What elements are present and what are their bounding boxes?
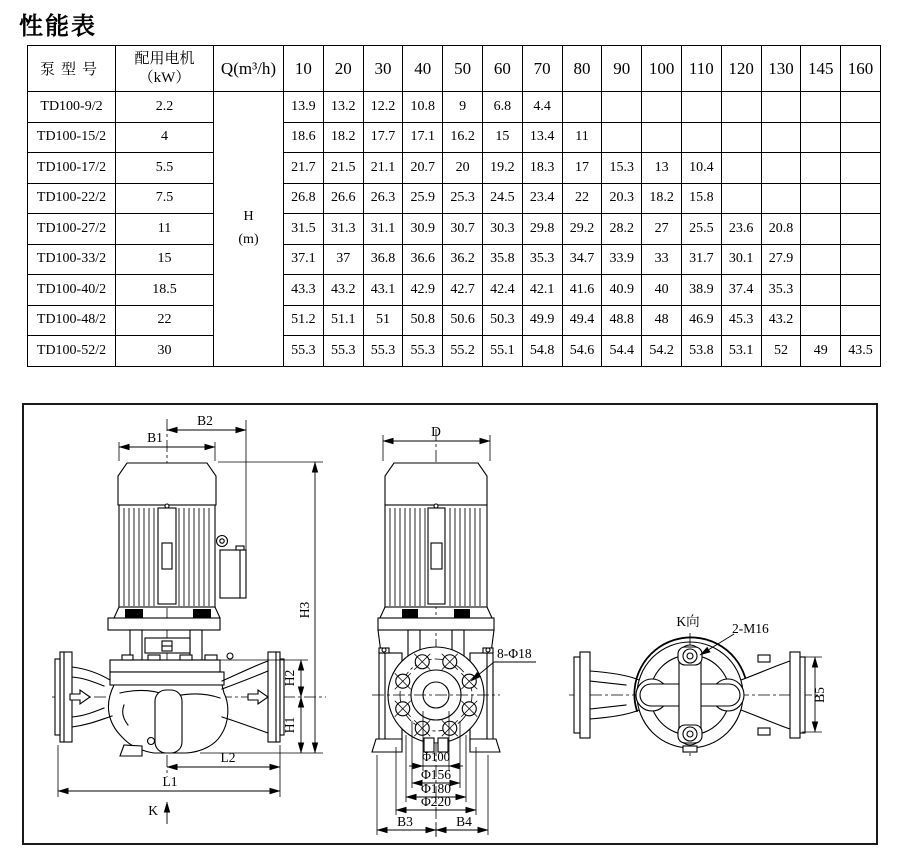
head-value-cell: 42.7 [443, 275, 483, 306]
head-value-cell: 13 [642, 153, 682, 184]
dim-label-phi156: Φ156 [420, 767, 452, 782]
motor-base-plate [108, 618, 220, 630]
head-value-cell: 35.3 [522, 244, 562, 275]
head-value-cell [642, 92, 682, 123]
dim-label-h1: H1 [282, 716, 297, 734]
head-value-cell: 51.2 [284, 305, 324, 336]
motor-power-cell: 22 [116, 305, 214, 336]
head-value-cell [801, 214, 841, 245]
head-value-cell: 30.9 [403, 214, 443, 245]
head-value-cell: 23.4 [522, 183, 562, 214]
head-value-cell: 23.6 [721, 214, 761, 245]
head-value-cell: 31.7 [681, 244, 721, 275]
head-value-cell [721, 183, 761, 214]
head-value-cell [562, 92, 602, 123]
pump-model-cell: TD100-9/2 [28, 92, 116, 123]
head-value-cell: 48 [642, 305, 682, 336]
table-row [28, 153, 881, 184]
view-direction-label-k: K [148, 803, 158, 818]
head-value-cell: 37.1 [284, 244, 324, 275]
head-value-cell: 43.1 [363, 275, 403, 306]
motor-cap [385, 463, 487, 505]
pump-model-cell: TD100-15/2 [28, 122, 116, 153]
table-row [28, 336, 881, 367]
head-value-cell: 21.1 [363, 153, 403, 184]
head-value-cell: 10.8 [403, 92, 443, 123]
flow-header-cell: 80 [562, 46, 602, 92]
head-value-cell [721, 92, 761, 123]
flow-header-cell: 20 [323, 46, 363, 92]
head-unit-line2: (m) [238, 231, 259, 247]
head-value-cell: 43.5 [841, 336, 881, 367]
head-value-cell: 42.1 [522, 275, 562, 306]
flow-header-cell: 90 [602, 46, 642, 92]
dim-label-h2: H2 [282, 669, 297, 687]
pump-model-cell: TD100-40/2 [28, 275, 116, 306]
head-value-cell: 41.6 [562, 275, 602, 306]
dim-label-l2: L2 [220, 750, 236, 765]
head-value-cell: 13.2 [323, 92, 363, 123]
head-value-cell [801, 244, 841, 275]
head-value-cell: 10.4 [681, 153, 721, 184]
head-value-cell [602, 92, 642, 123]
head-value-cell: 55.3 [323, 336, 363, 367]
head-value-cell: 29.8 [522, 214, 562, 245]
k-view-label: K向 [676, 614, 700, 629]
table-row [28, 183, 881, 214]
dim-label-h3: H3 [297, 601, 312, 619]
pump-model-cell: TD100-33/2 [28, 244, 116, 275]
head-value-cell: 30.3 [482, 214, 522, 245]
head-value-cell [642, 122, 682, 153]
head-value-cell: 43.3 [284, 275, 324, 306]
head-value-cell [841, 153, 881, 184]
flow-header-cell: 160 [841, 46, 881, 92]
table-row [28, 305, 881, 336]
head-value-cell: 37.4 [721, 275, 761, 306]
flow-header-cell: 30 [363, 46, 403, 92]
motor-power-header-line1: 配用电机 [134, 50, 195, 67]
dim-label-b4: B4 [456, 814, 472, 829]
head-value-cell: 36.8 [363, 244, 403, 275]
head-value-cell [761, 92, 801, 123]
head-value-cell: 49.9 [522, 305, 562, 336]
head-value-cell [602, 122, 642, 153]
head-value-cell: 53.1 [721, 336, 761, 367]
dimension-drawing-box [22, 403, 878, 845]
flow-arrow-icon [70, 690, 90, 704]
dim-label-b2: B2 [197, 413, 213, 428]
head-value-cell [721, 153, 761, 184]
pump-model-cell: TD100-22/2 [28, 183, 116, 214]
table-row [28, 122, 881, 153]
head-value-cell: 36.6 [403, 244, 443, 275]
head-value-cell: 45.3 [721, 305, 761, 336]
head-value-cell: 54.2 [642, 336, 682, 367]
head-value-cell: 40.9 [602, 275, 642, 306]
head-value-cell: 36.2 [443, 244, 483, 275]
head-value-cell [841, 214, 881, 245]
head-value-cell: 18.6 [284, 122, 324, 153]
head-value-cell: 20.3 [602, 183, 642, 214]
head-value-cell: 38.9 [681, 275, 721, 306]
dim-label-b1: B1 [147, 430, 163, 445]
head-value-cell: 28.2 [602, 214, 642, 245]
head-value-cell [841, 275, 881, 306]
head-value-cell: 17 [562, 153, 602, 184]
head-value-cell: 30.7 [443, 214, 483, 245]
head-value-cell: 26.8 [284, 183, 324, 214]
head-value-cell: 18.2 [323, 122, 363, 153]
head-value-cell: 43.2 [761, 305, 801, 336]
head-value-cell [841, 305, 881, 336]
pump-dimension-drawing [24, 405, 876, 843]
dim-label-phi220: Φ220 [420, 794, 452, 809]
top-view-k [569, 614, 827, 757]
head-value-cell [841, 183, 881, 214]
head-value-cell: 48.8 [602, 305, 642, 336]
dim-label-phi100: Φ100 [422, 750, 450, 764]
head-value-cell: 49.4 [562, 305, 602, 336]
head-value-cell: 30.1 [721, 244, 761, 275]
head-unit-cell [214, 92, 284, 367]
head-value-cell: 46.9 [681, 305, 721, 336]
dim-label-b3: B3 [397, 814, 413, 829]
front-view [372, 424, 536, 837]
head-value-cell [681, 122, 721, 153]
head-value-cell: 37 [323, 244, 363, 275]
head-value-cell: 53.8 [681, 336, 721, 367]
head-value-cell: 17.1 [403, 122, 443, 153]
head-value-cell: 55.3 [363, 336, 403, 367]
table-row [28, 275, 881, 306]
head-value-cell: 13.9 [284, 92, 324, 123]
head-value-cell: 33.9 [602, 244, 642, 275]
head-value-cell: 22 [562, 183, 602, 214]
dim-label-phi180: Φ180 [420, 781, 452, 796]
head-value-cell [801, 183, 841, 214]
head-value-cell [761, 183, 801, 214]
head-value-cell: 21.5 [323, 153, 363, 184]
head-value-cell: 31.3 [323, 214, 363, 245]
head-value-cell: 50.6 [443, 305, 483, 336]
head-value-cell [841, 92, 881, 123]
head-value-cell: 25.5 [681, 214, 721, 245]
head-value-cell: 50.8 [403, 305, 443, 336]
head-value-cell [761, 153, 801, 184]
motor-power-cell: 11 [116, 214, 214, 245]
head-value-cell: 54.6 [562, 336, 602, 367]
pump-model-cell: TD100-48/2 [28, 305, 116, 336]
dim-label-bolt-holes: 8-Φ18 [497, 646, 532, 661]
head-value-cell: 20.8 [761, 214, 801, 245]
pump-model-cell: TD100-17/2 [28, 153, 116, 184]
motor-power-cell: 15 [116, 244, 214, 275]
head-value-cell: 16.2 [443, 122, 483, 153]
head-value-cell: 15.8 [681, 183, 721, 214]
flow-header-cell: 50 [443, 46, 483, 92]
motor-cap [118, 463, 216, 505]
head-value-cell: 15.3 [602, 153, 642, 184]
motor-power-cell: 7.5 [116, 183, 214, 214]
motor-power-cell: 18.5 [116, 275, 214, 306]
flow-header-cell: 120 [721, 46, 761, 92]
terminal-box [220, 550, 246, 598]
head-value-cell: 49 [801, 336, 841, 367]
head-value-cell: 29.2 [562, 214, 602, 245]
head-value-cell [761, 122, 801, 153]
head-value-cell: 31.5 [284, 214, 324, 245]
dim-label-l1: L1 [162, 774, 178, 789]
head-value-cell: 50.3 [482, 305, 522, 336]
head-value-cell: 12.2 [363, 92, 403, 123]
head-value-cell [801, 122, 841, 153]
flow-header-cell: 110 [681, 46, 721, 92]
head-value-cell [721, 122, 761, 153]
flow-unit-header: Q(m³/h) [214, 46, 284, 92]
head-value-cell: 27 [642, 214, 682, 245]
head-value-cell: 42.4 [482, 275, 522, 306]
table-row [28, 244, 881, 275]
discharge-flange-top [790, 652, 800, 738]
head-value-cell [841, 122, 881, 153]
head-value-cell [801, 92, 841, 123]
performance-table [27, 45, 881, 367]
motor-power-cell: 4 [116, 122, 214, 153]
head-value-cell: 55.3 [403, 336, 443, 367]
head-value-cell: 21.7 [284, 153, 324, 184]
motor-base-plate [378, 618, 494, 630]
head-value-cell: 26.3 [363, 183, 403, 214]
head-value-cell: 42.9 [403, 275, 443, 306]
flow-header-cell: 60 [482, 46, 522, 92]
head-value-cell: 24.5 [482, 183, 522, 214]
flow-header-cell: 130 [761, 46, 801, 92]
head-value-cell: 15 [482, 122, 522, 153]
head-value-cell: 27.9 [761, 244, 801, 275]
head-value-cell: 26.6 [323, 183, 363, 214]
head-value-cell: 55.1 [482, 336, 522, 367]
motor-power-cell: 5.5 [116, 153, 214, 184]
page-title: 性能表 [19, 13, 97, 40]
suction-flange-top [580, 652, 590, 738]
head-value-cell: 55.3 [284, 336, 324, 367]
head-value-cell: 33 [642, 244, 682, 275]
head-value-cell: 17.7 [363, 122, 403, 153]
head-value-cell: 54.8 [522, 336, 562, 367]
performance-table-body [28, 92, 881, 367]
head-value-cell: 19.2 [482, 153, 522, 184]
flow-arrow-icon [248, 690, 268, 704]
head-value-cell: 54.4 [602, 336, 642, 367]
head-value-cell: 4.4 [522, 92, 562, 123]
head-value-cell: 52 [761, 336, 801, 367]
head-value-cell: 40 [642, 275, 682, 306]
flow-header-cell: 70 [522, 46, 562, 92]
drain-plug [148, 738, 155, 745]
side-view [52, 413, 326, 824]
head-value-cell: 20 [443, 153, 483, 184]
pump-mounting-plate [110, 660, 220, 672]
motor-power-header [116, 46, 214, 92]
head-value-cell: 18.2 [642, 183, 682, 214]
head-value-cell [801, 275, 841, 306]
head-value-cell: 34.7 [562, 244, 602, 275]
head-value-cell: 51 [363, 305, 403, 336]
pump-model-cell: TD100-52/2 [28, 336, 116, 367]
head-unit-line1: H [243, 209, 254, 225]
pump-model-cell: TD100-27/2 [28, 214, 116, 245]
head-value-cell: 20.7 [403, 153, 443, 184]
head-value-cell: 31.1 [363, 214, 403, 245]
head-value-cell: 25.3 [443, 183, 483, 214]
dim-label-b5: B5 [812, 687, 827, 703]
flow-header-cell: 100 [642, 46, 682, 92]
head-value-cell [801, 305, 841, 336]
head-value-cell: 35.8 [482, 244, 522, 275]
dim-label-d: D [431, 424, 441, 439]
head-value-cell [841, 244, 881, 275]
flow-header-row [28, 46, 881, 92]
head-value-cell: 11 [562, 122, 602, 153]
flow-header-cell: 10 [284, 46, 324, 92]
motor-power-header-line2: （kW） [138, 69, 191, 86]
dim-label-thread: 2-M16 [732, 621, 769, 636]
motor-power-cell: 30 [116, 336, 214, 367]
head-value-cell [801, 153, 841, 184]
table-row [28, 214, 881, 245]
head-value-cell: 25.9 [403, 183, 443, 214]
head-value-cell: 13.4 [522, 122, 562, 153]
discharge-flange [268, 652, 280, 742]
table-row [28, 92, 881, 123]
head-value-cell: 9 [443, 92, 483, 123]
head-value-cell: 35.3 [761, 275, 801, 306]
flow-header-cell: 145 [801, 46, 841, 92]
head-value-cell [681, 92, 721, 123]
pump-boss [155, 690, 182, 753]
head-value-cell: 55.2 [443, 336, 483, 367]
head-value-cell: 43.2 [323, 275, 363, 306]
head-value-cell: 51.1 [323, 305, 363, 336]
head-value-cell: 6.8 [482, 92, 522, 123]
flow-header-cell: 40 [403, 46, 443, 92]
head-value-cell: 18.3 [522, 153, 562, 184]
pump-model-header: 泵型号 [28, 46, 116, 92]
motor-power-cell: 2.2 [116, 92, 214, 123]
